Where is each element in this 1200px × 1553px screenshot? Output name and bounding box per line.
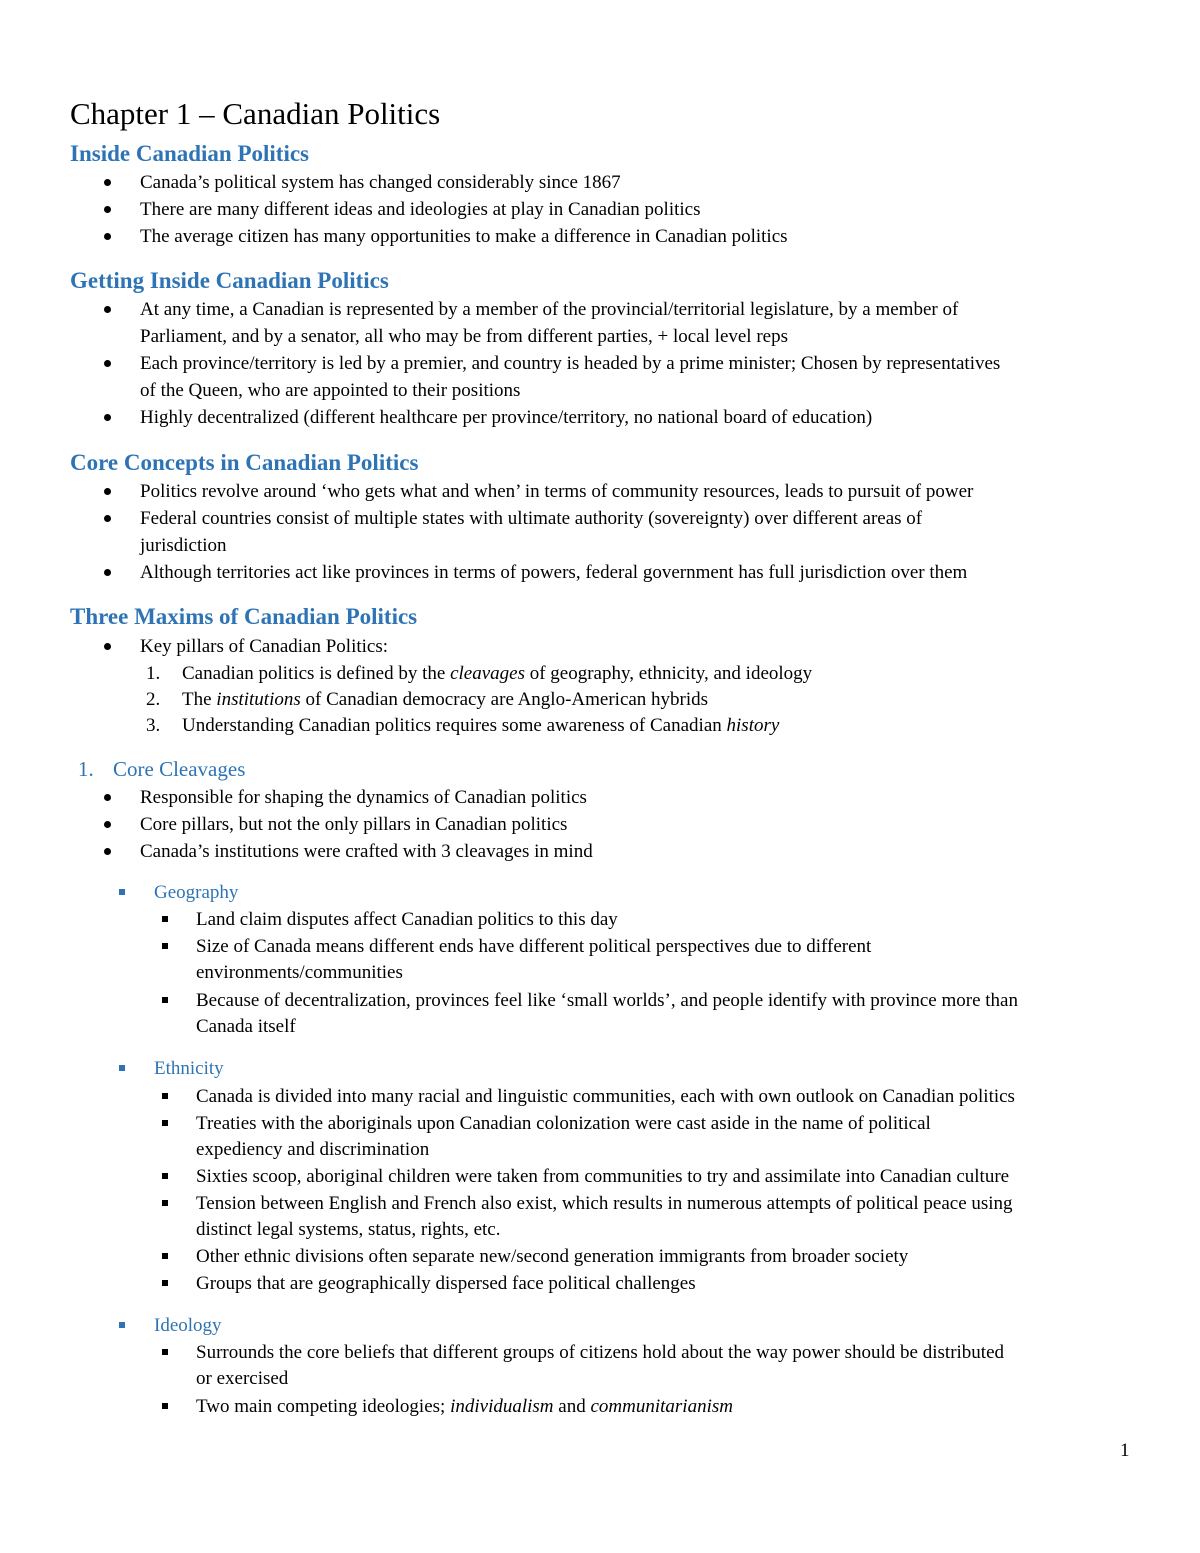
square-bullet-icon	[162, 1403, 168, 1409]
list-item-continuation: of the Queen, who are appointed to their positions	[140, 380, 521, 401]
bullet-icon	[104, 306, 111, 313]
heading-three-maxims: Three Maxims of Canadian Politics	[70, 604, 418, 629]
list-item: Surrounds the core beliefs that different groups of citizens hold about the way power should be distributed	[196, 1342, 1005, 1363]
bullet-icon	[104, 233, 111, 240]
bullet-icon	[104, 179, 111, 186]
list-item: Highly decentralized (different healthcare per province/territory, no national board of education)	[140, 407, 873, 428]
list-item-continuation: environments/communities	[196, 962, 403, 983]
heading-geography: Geography	[154, 882, 239, 903]
list-number: 3.	[146, 715, 161, 736]
square-bullet-icon	[162, 1093, 168, 1099]
list-number: 1.	[146, 663, 161, 684]
list-item: Although territories act like provinces in terms of powers, federal government has full jurisdiction over them	[140, 562, 968, 583]
list-item: Size of Canada means different ends have different political perspectives due to different	[196, 936, 872, 957]
list-item: At any time, a Canadian is represented by a member of the provincial/territorial legislature, by a member of	[140, 299, 959, 320]
heading-ethnicity: Ethnicity	[154, 1058, 224, 1079]
list-item: Each province/territory is led by a premier, and country is headed by a prime minister; Chosen by representatives	[140, 353, 1001, 374]
list-item: Canada is divided into many racial and linguistic communities, each with own outlook on Canadian politics	[196, 1086, 1015, 1107]
square-bullet-icon	[162, 997, 168, 1003]
list-item-continuation: Canada itself	[196, 1016, 296, 1037]
list-item: There are many different ideas and ideologies at play in Canadian politics	[140, 199, 701, 220]
square-bullet-icon	[162, 1349, 168, 1355]
square-bullet-icon	[162, 943, 168, 949]
square-bullet-icon	[119, 1322, 125, 1328]
bullet-icon	[104, 643, 111, 650]
list-item: Because of decentralization, provinces feel like ‘small worlds’, and people identify with province more than	[196, 990, 1018, 1011]
list-item: Land claim disputes affect Canadian politics to this day	[196, 909, 618, 930]
heading-ideology: Ideology	[154, 1315, 222, 1336]
list-item: Key pillars of Canadian Politics:	[140, 636, 389, 657]
bullet-icon	[104, 794, 111, 801]
heading-getting-inside: Getting Inside Canadian Politics	[70, 268, 389, 293]
square-bullet-icon	[162, 916, 168, 922]
bullet-icon	[104, 488, 111, 495]
heading-core-cleavages: Core Cleavages	[113, 757, 246, 781]
square-bullet-icon	[162, 1120, 168, 1126]
list-item: Two main competing ideologies; individualism and communitarianism	[196, 1396, 733, 1417]
bullet-icon	[104, 848, 111, 855]
square-bullet-icon	[119, 889, 125, 895]
bullet-icon	[104, 821, 111, 828]
list-item: Politics revolve around ‘who gets what and when’ in terms of community resources, leads to pursuit of power	[140, 481, 974, 502]
bullet-icon	[104, 569, 111, 576]
bullet-icon	[104, 414, 111, 421]
square-bullet-icon	[162, 1253, 168, 1259]
subsection-number: 1.	[78, 757, 94, 781]
list-item: Treaties with the aboriginals upon Canadian colonization were cast aside in the name of political	[196, 1113, 931, 1134]
list-item: The average citizen has many opportunities to make a difference in Canadian politics	[140, 226, 788, 247]
list-item: Core pillars, but not the only pillars in Canadian politics	[140, 814, 568, 835]
list-item-continuation: or exercised	[196, 1368, 289, 1389]
list-item-continuation: Parliament, and by a senator, all who may be from different parties, + local level reps	[140, 326, 788, 347]
bullet-icon	[104, 206, 111, 213]
numbered-item: Canadian politics is defined by the cleavages of geography, ethnicity, and ideology	[182, 663, 813, 684]
heading-core-concepts: Core Concepts in Canadian Politics	[70, 450, 419, 475]
list-item-continuation: jurisdiction	[140, 535, 227, 556]
square-bullet-icon	[162, 1173, 168, 1179]
list-item: Canada’s political system has changed considerably since 1867	[140, 172, 621, 193]
list-item-continuation: distinct legal systems, status, rights, etc.	[196, 1219, 501, 1240]
numbered-item: Understanding Canadian politics requires some awareness of Canadian history	[182, 715, 780, 736]
page-title: Chapter 1 – Canadian Politics	[70, 96, 441, 131]
square-bullet-icon	[162, 1280, 168, 1286]
heading-inside-canadian-politics: Inside Canadian Politics	[70, 141, 309, 166]
list-item: Tension between English and French also exist, which results in numerous attempts of political peace using	[196, 1193, 1013, 1214]
list-item: Sixties scoop, aboriginal children were taken from communities to try and assimilate into Canadian culture	[196, 1166, 1010, 1187]
list-item: Federal countries consist of multiple states with ultimate authority (sovereignty) over different areas of	[140, 508, 923, 529]
list-item-continuation: expediency and discrimination	[196, 1139, 430, 1160]
square-bullet-icon	[162, 1200, 168, 1206]
numbered-item: The institutions of Canadian democracy are Anglo-American hybrids	[182, 689, 709, 710]
page-number: 1	[1120, 1440, 1130, 1461]
list-item: Canada’s institutions were crafted with 3 cleavages in mind	[140, 841, 593, 862]
list-item: Responsible for shaping the dynamics of Canadian politics	[140, 787, 587, 808]
bullet-icon	[104, 360, 111, 367]
bullet-icon	[104, 515, 111, 522]
list-item: Other ethnic divisions often separate new/second generation immigrants from broader society	[196, 1246, 909, 1267]
list-item: Groups that are geographically dispersed face political challenges	[196, 1273, 696, 1294]
square-bullet-icon	[119, 1065, 125, 1071]
list-number: 2.	[146, 689, 161, 710]
